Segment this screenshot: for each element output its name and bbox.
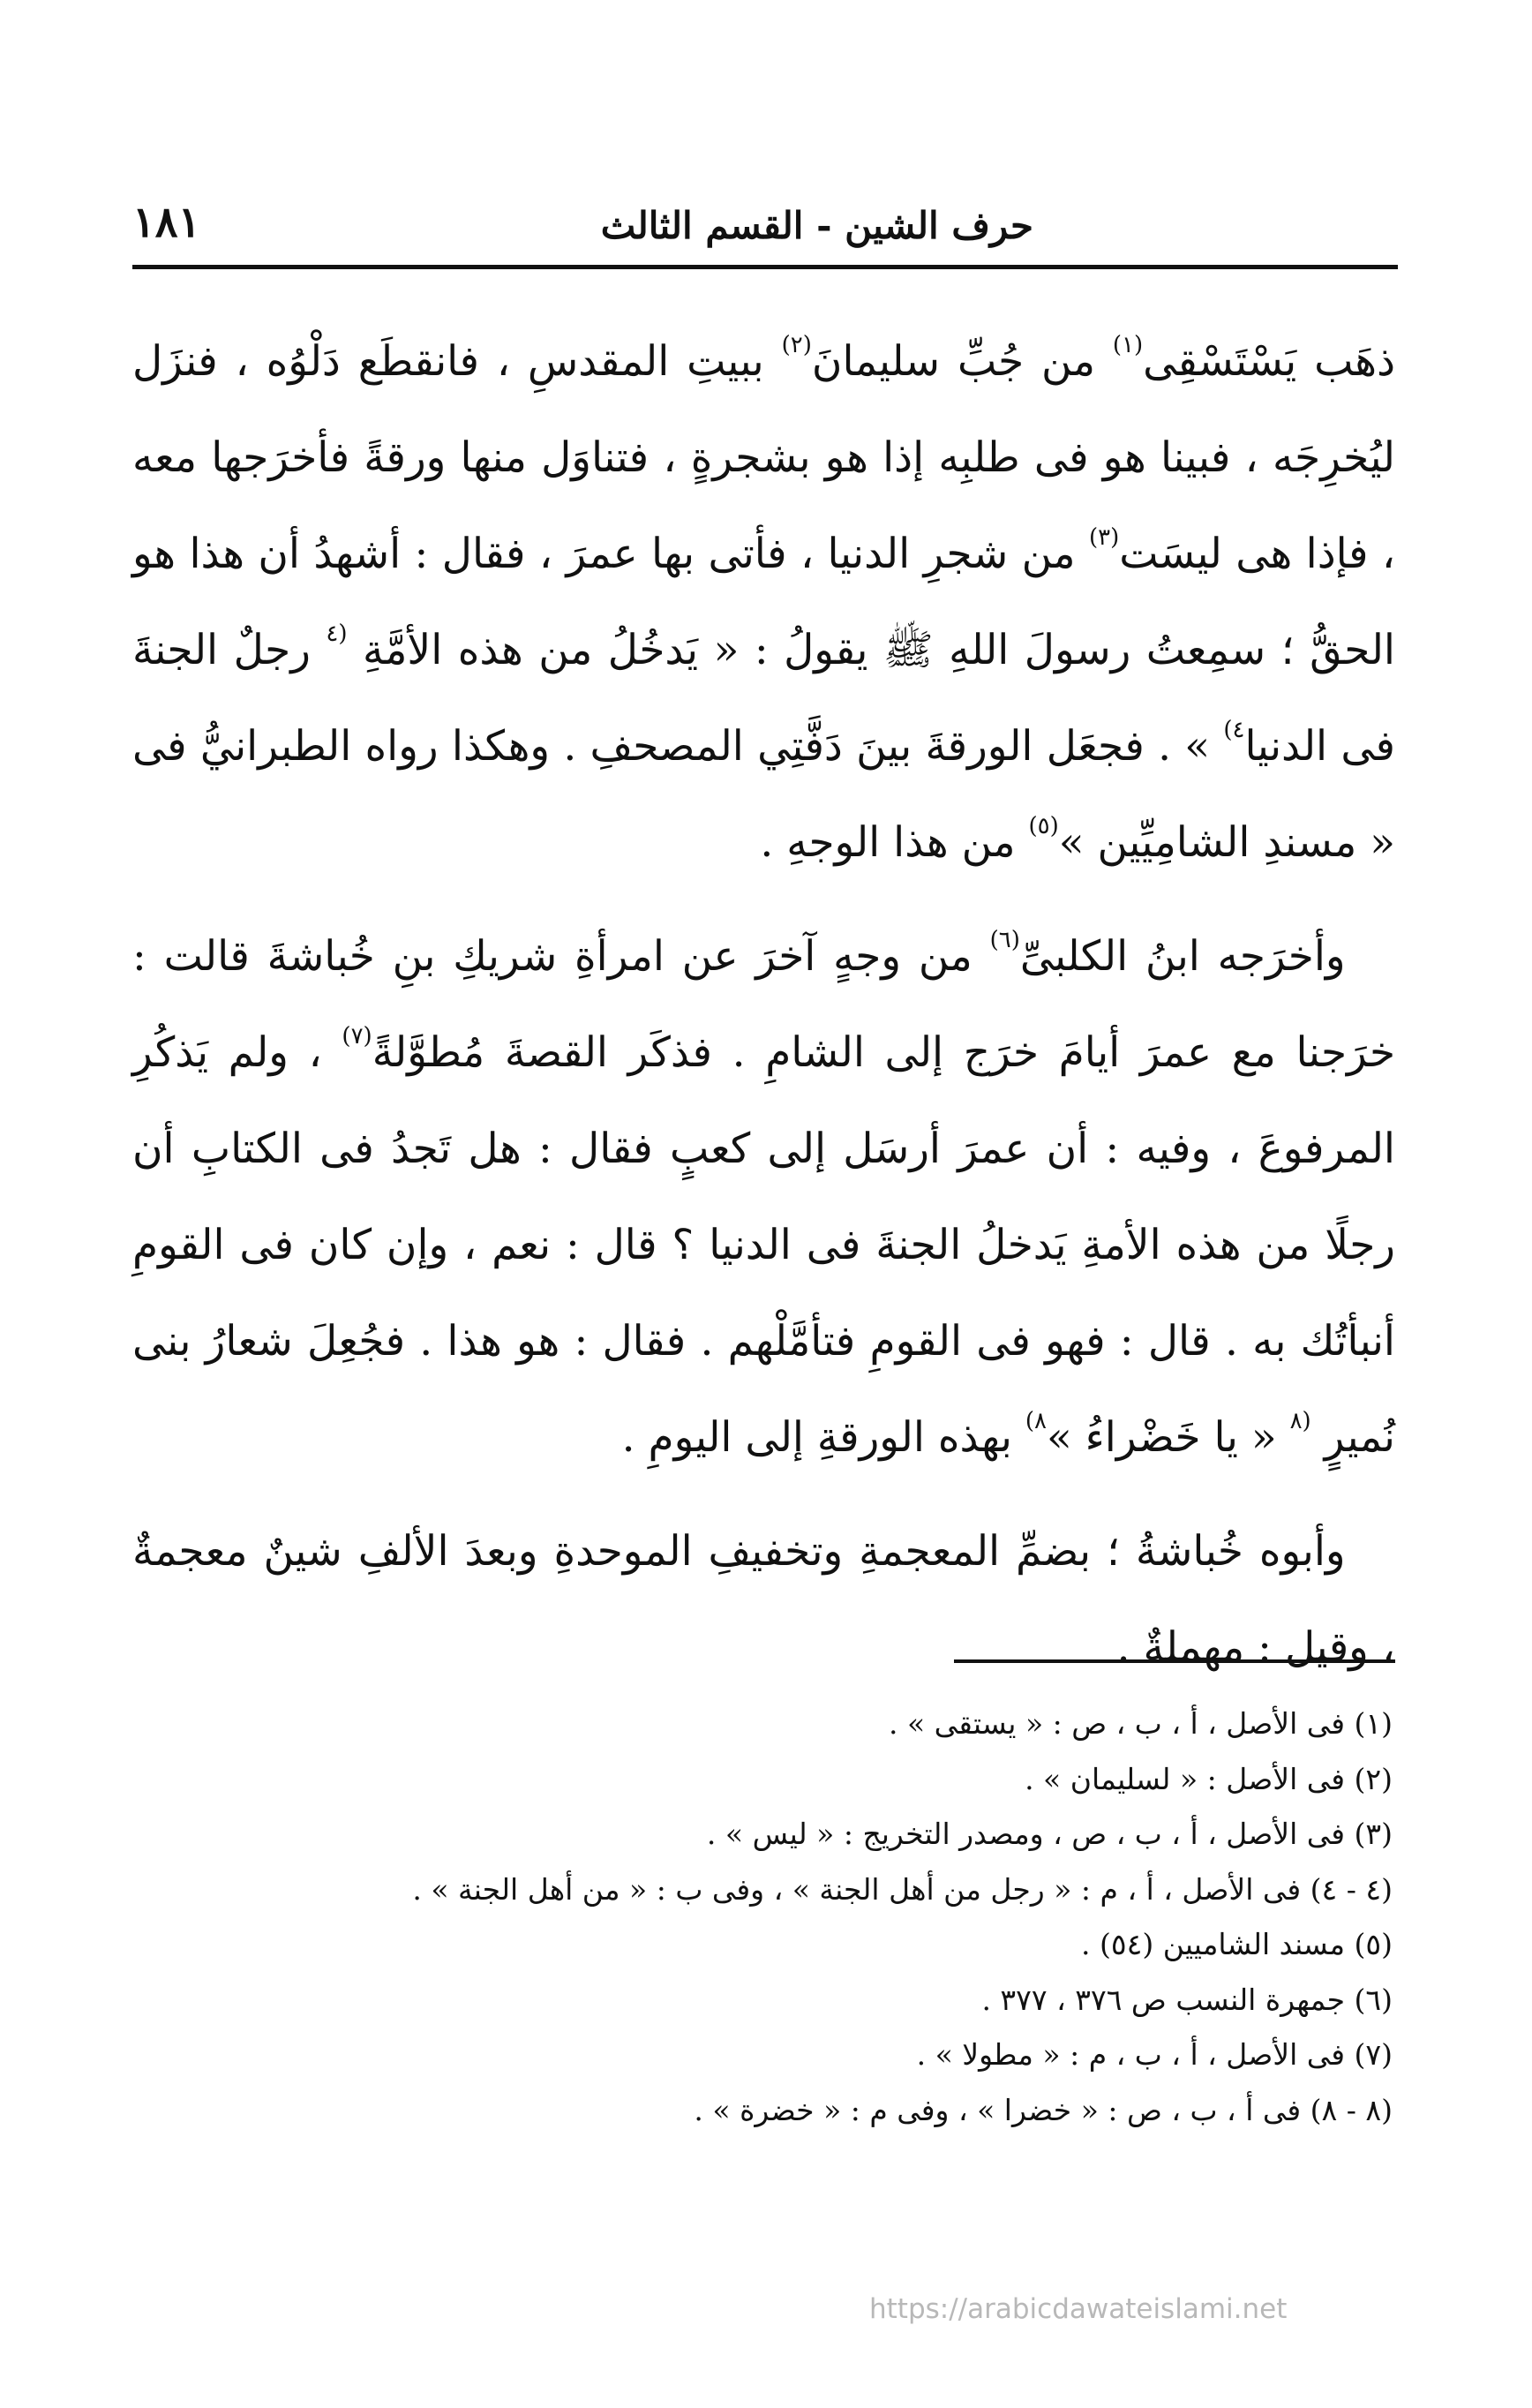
text-run: وأخرَجه ابنُ الكلبىِّ [1019,932,1346,981]
text-run: ببيتِ المقدسِ ، فانقطَع دَلْوُه ، فنزَل ليُخرِجَه ، فبينا هو فى طلبِه إذا هو بشجرةٍ ، فتناوَل منها ورقةً فأخرَجها معه ، فإذا هى ليسَت [132,337,1396,578]
footnote-marker: (٦) [989,927,1020,953]
text-run: وأبوه خُباشةُ ؛ بضمِّ المعجمةِ وتخفيفِ الموحدةِ وبعدَ الألفِ شينٌ معجمةٌ ، وقيل : مهملةٌ . [132,1527,1395,1672]
footnote-marker: (٨ [1289,1408,1311,1434]
header-rule [132,265,1398,269]
footnote: (٥) مسند الشاميين (٥٤) . [1081,1927,1393,1961]
footnote-marker: ٨) [1025,1408,1047,1434]
running-title: حرف الشين - القسم الثالث [600,204,1033,247]
footnote-marker: (٤ [326,621,348,647]
text-run: من هذا الوجهِ . [760,818,1029,867]
watermark-url: https://arabicdawateislami.net [869,2293,1288,2325]
footnote: (٦) جمهرة النسب ص ٣٧٦ ، ٣٧٧ . [981,1982,1393,2017]
text-run: بهذه الورقةِ إلى اليومِ . [621,1413,1025,1462]
text-run: رجلٌ الجنةَ فى الدنيا [132,626,1395,771]
body-paragraph [132,313,1395,891]
footnote-marker: (١) [1112,332,1144,358]
text-run: ، ولم يَذكُرِ المرفوعَ ، وفيه : أن عمرَ أرسَل إلى كعبٍ فقال : هل تَجدُ فى الكتابِ أن رجلًا من هذه الأمةِ يَدخلُ الجنةَ فى الدنيا ؟ قال : نعم ، وإن كان فى القومِ أنبأتُك به . قال : فهو فى القومِ فتأمَّلْهم . فقال : هو هذا . فجُعِلَ شعارُ بنى نُميرٍ [132,1028,1395,1462]
footnote-marker: (٢) [781,332,812,358]
main-text [132,313,1395,1696]
text-run: ذهَب يَسْتَسْقِى [1143,337,1395,386]
text-run: من شجرِ الدنيا ، فأتى بها عمرَ ، فقال : أشهدُ أن هذا هو الحقُّ ؛ سمِعتُ رسولَ اللهِ ﷺ يقولُ : « يَدخُلُ من هذه الأمَّةِ [132,530,1395,674]
footnote-marker: (٧) [342,1023,372,1050]
footnotes [132,1697,1393,2138]
footnote: (١) فى الأصل ، أ ، ب ، ص : « يستقى » . [889,1706,1393,1741]
footnote: (٤ - ٤) فى الأصل ، أ ، م : « رجل من أهل الجنة » ، وفى ب : « من أهل الجنة » . [412,1871,1393,1907]
footnote: (٣) فى الأصل ، أ ، ب ، ص ، ومصدر التخريج : « ليس » . [706,1817,1393,1851]
body-paragraph [132,1503,1395,1696]
footnote: (٢) فى الأصل : « لسليمان » . [1025,1761,1393,1796]
page-number: ١٨١ [132,198,201,247]
text-run: « يا خَضْراءُ » [1046,1413,1290,1462]
text-run: من وجهٍ آخرَ عن امرأةِ شريكِ بنِ خُباشةَ قالت : خرَجنا مع عمرَ أيامَ خرَج إلى الشامِ . فذكَر القصةَ مُطوَّلةً [132,932,1395,1077]
footnote: (٧) فى الأصل ، أ ، ب ، م : « مطولا » . [916,2037,1393,2072]
text-run: » . فجعَل الورقةَ بينَ دَفَّتِي المصحفِ . وهكذا رواه الطبرانيُّ فى « مسندِ الشامِيِّين » [132,722,1395,867]
text-run: من جُبِّ سليمانَ [811,337,1113,386]
body-paragraph [132,908,1395,1486]
page-header [132,185,1395,247]
footnote-marker: (٥) [1028,813,1059,839]
footnote-separator [954,1659,1395,1663]
footnote: (٨ - ٨) فى أ ، ب ، ص : « خضرا » ، وفى م : « خضرة » . [694,2092,1393,2127]
footnote-marker: (٣) [1089,524,1120,551]
footnote-marker: ٤) [1223,717,1245,743]
